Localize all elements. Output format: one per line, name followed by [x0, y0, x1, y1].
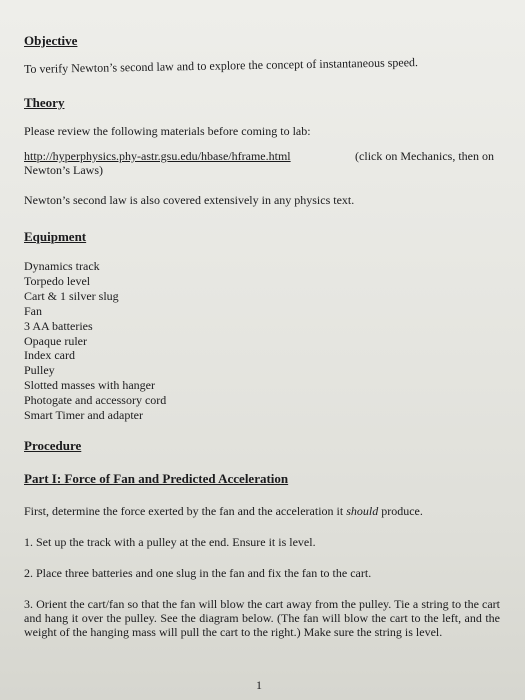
list-item: Dynamics track [24, 259, 100, 273]
theory-link-line [24, 149, 494, 163]
list-item: Smart Timer and adapter [24, 408, 143, 423]
procedure-step-1: 1. Set up the track with a pulley at the end. Ensure it is level. [24, 535, 316, 549]
page-number: 1 [256, 678, 262, 692]
list-item: Pulley [24, 363, 55, 378]
theory-intro: Please review the following materials before coming to lab: [24, 124, 311, 138]
list-item: Opaque ruler [24, 333, 87, 348]
list-item: Photogate and accessory cord [24, 393, 167, 408]
theory-note: Newton’s second law is also covered extensively in any physics text. [24, 193, 355, 207]
equipment-list [24, 259, 166, 423]
equipment-heading: Equipment [24, 229, 87, 244]
emphasis-should: should [346, 504, 379, 518]
objective-heading: Objective [24, 33, 78, 48]
theory-heading: Theory [24, 95, 65, 110]
part1-heading: Part I: Force of Fan and Predicted Acceleration [24, 471, 289, 486]
procedure-step-2: 2. Place three batteries and one slug in the fan and fix the fan to the cart. [24, 566, 372, 580]
procedure-intro: First, determine the force exerted by the fan and the acceleration it should produce. [24, 504, 423, 518]
list-item: Slotted masses with hanger [24, 378, 155, 393]
hyperphysics-link[interactable]: http://hyperphysics.phy-astr.gsu.edu/hbase/hframe.html [24, 149, 291, 163]
link-note: (click on Mechanics, then on [355, 149, 494, 163]
list-item: 3 AA batteries [24, 318, 93, 333]
list-item: Cart & 1 silver slug [24, 288, 119, 303]
objective-text: To verify Newton’s second law and to explore the concept of instantaneous speed. [23, 55, 419, 76]
link-note-continued: Newton’s Laws) [24, 163, 103, 177]
list-item: Fan [24, 303, 42, 318]
procedure-heading: Procedure [24, 438, 82, 453]
procedure-step-3: 3. Orient the cart/fan so that the fan will blow the cart away from the pulley. Tie a string to the cart and hang it over the pulley. See the diagram below. (The fan will blow the cart to the left, and the weight of the hanging mass will pull the cart to the right.) Make sure the string is level. [24, 597, 500, 639]
list-item: Index card [24, 348, 75, 363]
list-item: Torpedo level [24, 273, 91, 288]
